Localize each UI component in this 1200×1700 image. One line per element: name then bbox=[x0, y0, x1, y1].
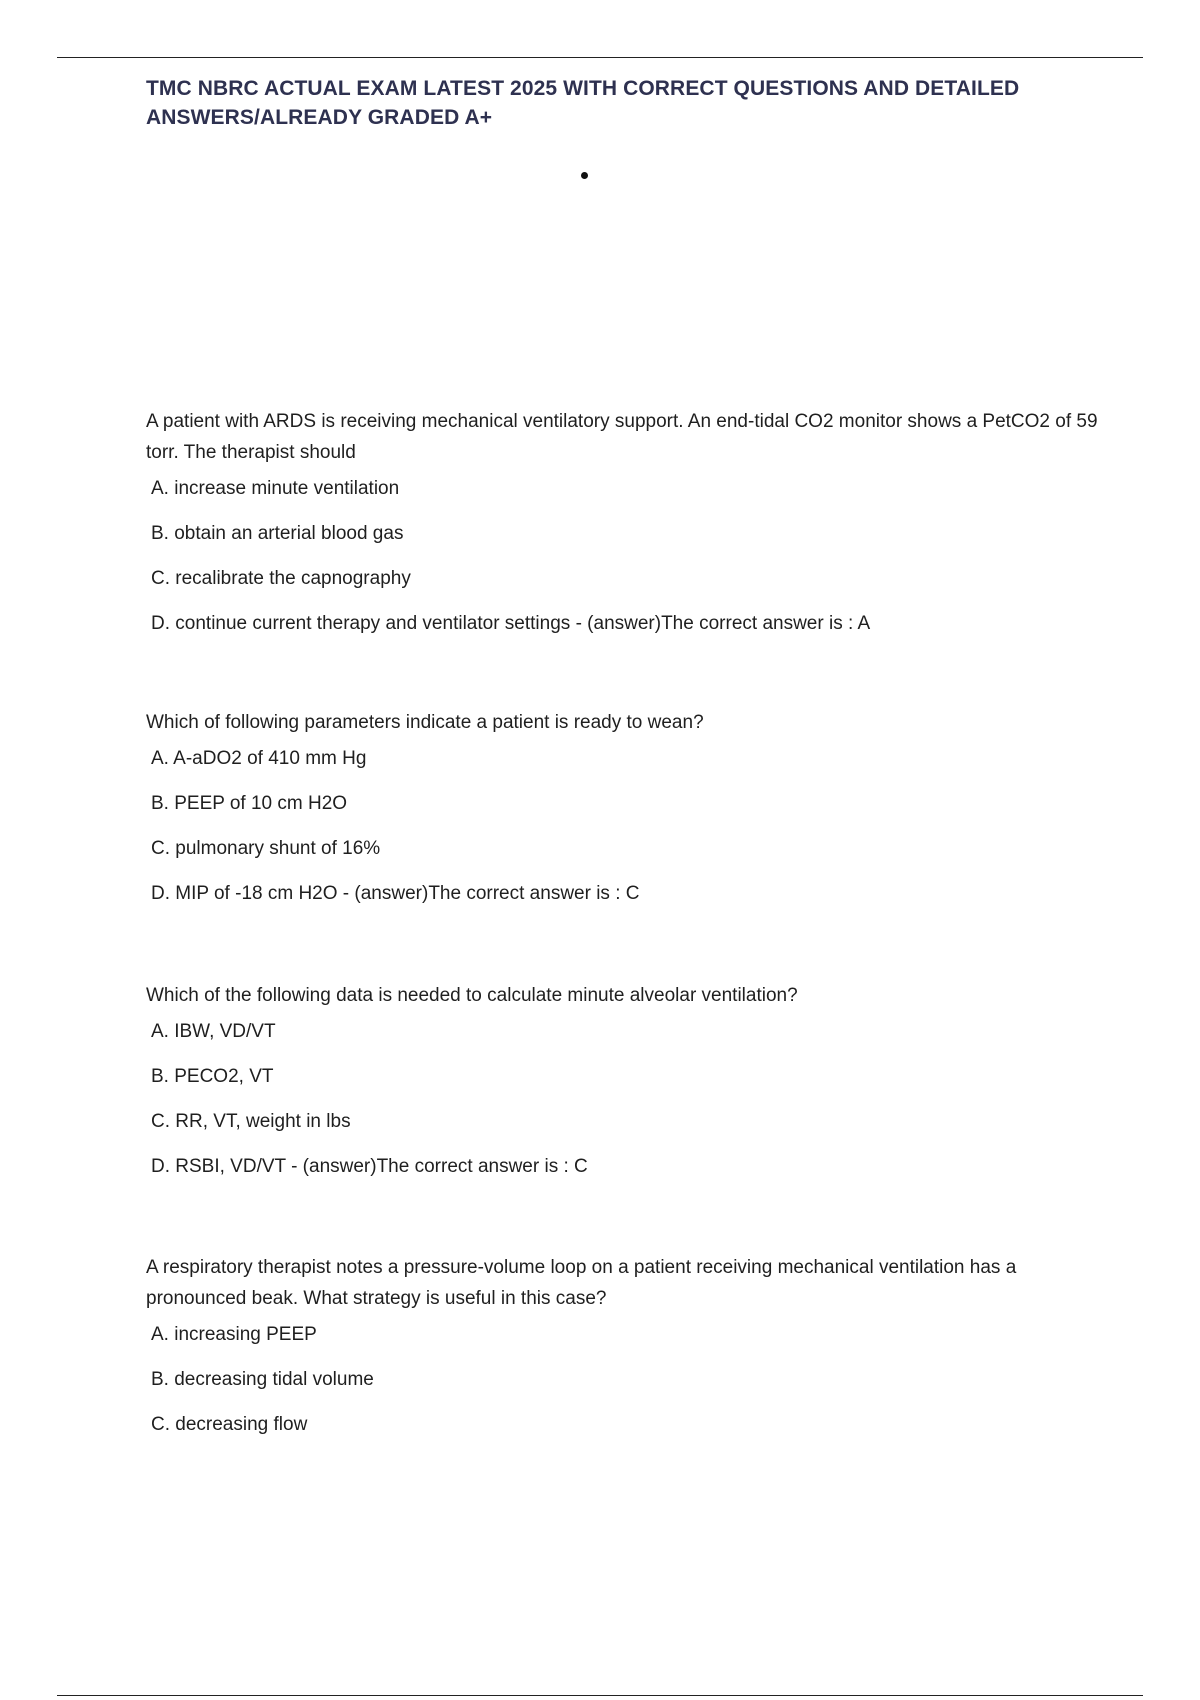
answer-options bbox=[151, 1323, 1106, 1436]
footer-rule bbox=[57, 1695, 1143, 1696]
option-c: C. decreasing flow bbox=[151, 1414, 308, 1435]
option-c: C. pulmonary shunt of 16% bbox=[151, 838, 381, 859]
answer-options bbox=[151, 477, 1106, 635]
option-b: B. obtain an arterial blood gas bbox=[151, 523, 404, 544]
option-b: B. PEEP of 10 cm H2O bbox=[151, 793, 348, 814]
header-rule bbox=[57, 57, 1143, 58]
option-d: D. MIP of -18 cm H2O - (answer)The correct answer is : C bbox=[151, 883, 640, 904]
option-a: A. IBW, VD/VT bbox=[151, 1021, 276, 1042]
option-b: B. decreasing tidal volume bbox=[151, 1369, 374, 1390]
question-4 bbox=[146, 1252, 1106, 1436]
question-1 bbox=[146, 406, 1106, 635]
option-a: A. increase minute ventilation bbox=[151, 478, 400, 499]
option-d: D. RSBI, VD/VT - (answer)The correct answer is : C bbox=[151, 1156, 588, 1177]
question-text: A patient with ARDS is receiving mechanical ventilatory support. An end-tidal CO2 monitor shows a PetCO2 of 59 torr. The therapist should bbox=[146, 411, 1098, 463]
option-a: A. increasing PEEP bbox=[151, 1324, 317, 1345]
option-d: D. continue current therapy and ventilator settings - (answer)The correct answer is : A bbox=[151, 613, 871, 634]
document-title: TMC NBRC ACTUAL EXAM LATEST 2025 WITH CORRECT QUESTIONS AND DETAILED ANSWERS/ALREADY GRADED A+ bbox=[146, 77, 1020, 129]
answer-options bbox=[151, 747, 1106, 905]
question-text: A respiratory therapist notes a pressure-volume loop on a patient receiving mechanical ventilation has a pronounced beak. What strategy is useful in this case? bbox=[146, 1257, 1017, 1309]
question-2 bbox=[146, 707, 1106, 905]
answer-options bbox=[151, 1020, 1106, 1178]
question-text: Which of the following data is needed to calculate minute alveolar ventilation? bbox=[146, 985, 798, 1006]
option-b: B. PECO2, VT bbox=[151, 1066, 274, 1087]
question-3 bbox=[146, 980, 1106, 1178]
option-c: C. recalibrate the capnography bbox=[151, 568, 411, 589]
option-a: A. A-aDO2 of 410 mm Hg bbox=[151, 748, 367, 769]
question-text: Which of following parameters indicate a patient is ready to wean? bbox=[146, 712, 704, 733]
bullet-dot bbox=[581, 172, 588, 179]
option-c: C. RR, VT, weight in lbs bbox=[151, 1111, 351, 1132]
